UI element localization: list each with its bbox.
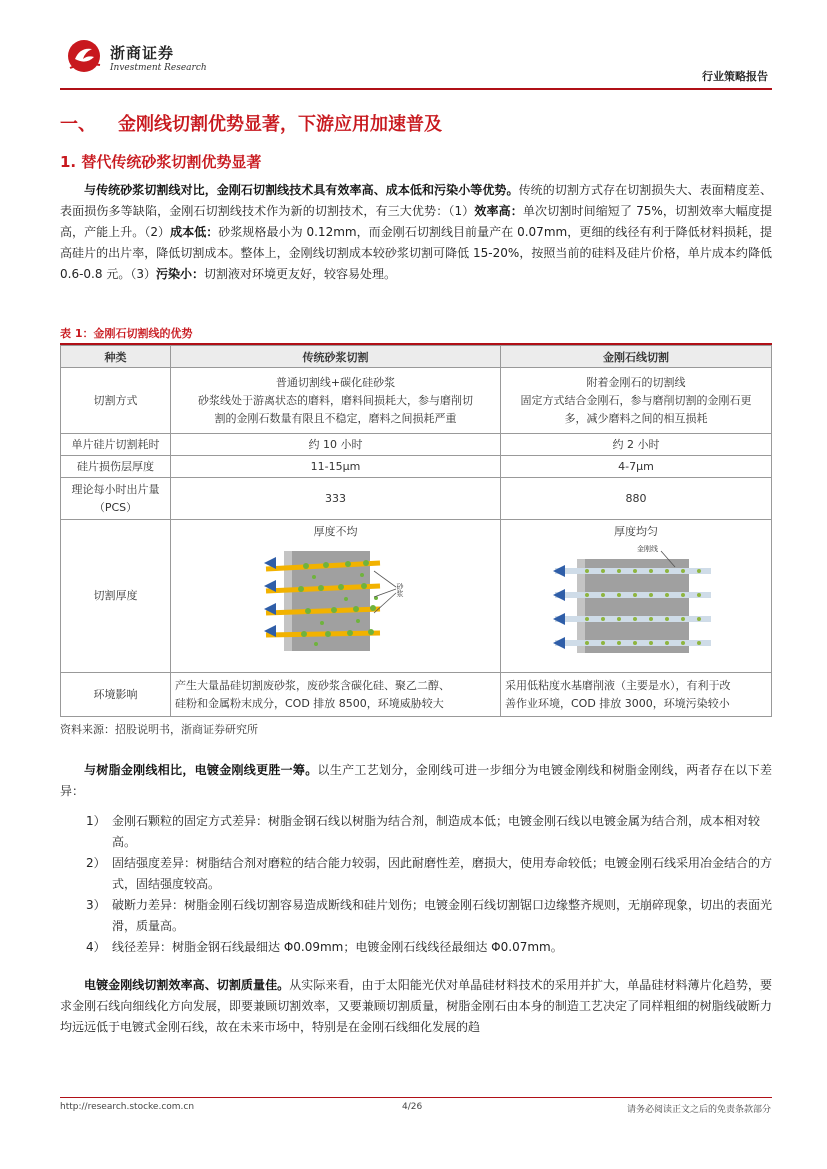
subsection-heading: 1. 替代传统砂浆切割优势显著 <box>60 153 262 171</box>
para2-text: 以生产工艺划分，金刚线可进一步细分为电镀金刚线和树脂金刚线，两者存在以下差异： <box>60 763 772 798</box>
list-item-number: 4） <box>86 940 106 954</box>
paragraph-electroplated-quality <box>60 975 772 1038</box>
paragraph-resin-vs-electroplated <box>60 760 772 802</box>
list-item-number: 1） <box>86 814 106 828</box>
para1-text-3: 砂浆规格最小为 0.12mm，而金刚石切割线目前量产在 0.07mm，更细的线径有利于降低材料损耗，提高硅片的出片率，降低切割成本。整体上，金刚线切割成本较砂浆切割可降低 15-20%，按照当前的硅料及硅片价格，单片成本约降低 0.6-0.8 元。（3） <box>60 225 772 281</box>
zheshang-logo-icon <box>66 38 102 74</box>
cell-line: 附着金刚石的切割线 <box>586 375 686 389</box>
table-cell <box>171 673 501 717</box>
row-label: 环境影响 <box>61 673 171 717</box>
cell-line: 普通切割线+碳化硅砂浆 <box>275 375 396 389</box>
list-item-number: 2） <box>86 856 106 870</box>
row-label: 硅片损伤层厚度 <box>61 456 171 478</box>
cell-line: 多，减少磨料之间的相互损耗 <box>564 411 708 425</box>
list-item-text: 破断力差异：树脂金刚石线切割容易造成断线和硅片划伤；电镀金刚石线切割锯口边缘整齐规则，无崩碎现象，切出的表面光滑，质量高。 <box>112 898 773 933</box>
table-row <box>61 478 772 520</box>
table-header-cell: 金刚石线切割 <box>501 346 772 368</box>
cell-line: 割的金刚石数量有限且不稳定，磨料之间损耗严重 <box>214 411 457 425</box>
table-header-cell: 传统砂浆切割 <box>171 346 501 368</box>
diamond-wire-cutting-diagram <box>541 541 731 659</box>
section-title: 金刚线切割优势显著，下游应用加速普及 <box>118 114 442 135</box>
row-label: 单片硅片切割耗时 <box>61 434 171 456</box>
para1-bold-cost: 成本低： <box>170 225 219 239</box>
slurry-cutting-diagram <box>246 541 426 659</box>
row-label <box>61 478 171 520</box>
table-cell: 约 10 小时 <box>171 434 501 456</box>
cell-line: 理论每小时出片量 <box>71 482 160 496</box>
report-type: 行业策略报告 <box>702 70 768 83</box>
cell-line: 采用低粘度水基磨削液（主要是水），有利于改 <box>505 678 731 692</box>
table-source: 资料来源：招股说明书，浙商证券研究所 <box>60 723 258 736</box>
para1-text-2: 单次切割时间缩短了 75%，切割效率大幅度提高，产能上升。（2） <box>60 204 772 239</box>
logo-chinese-name: 浙商证券 <box>110 44 175 62</box>
para1-text-1: 传统的切割方式存在切割损失大、表面精度差、表面损伤多等缺陷，金刚石切割线技术作为新的切割技术，有三大优势：（1） <box>60 183 772 218</box>
footer-url[interactable]: http://research.stocke.com.cn <box>60 1102 195 1112</box>
list-item <box>60 811 772 853</box>
para3-text: 从实际来看，由于太阳能光伏对单晶硅材料技术的采用并扩大，单晶硅材料薄片化趋势，要求金刚石线向细线化方向发展，即要兼顾切割效率，又要兼顾切割质量，树脂金刚石由本身的制造工艺决定了同样粗细的树脂线破断力均远远低于电镀式金刚石线，故在未来市场中，特别是在金刚石线细化发展的趋 <box>60 978 772 1034</box>
page-header <box>60 36 772 86</box>
table-cell <box>171 520 501 673</box>
paragraph-advantages <box>60 180 772 285</box>
table-row <box>61 673 772 717</box>
cell-line: 善作业环境，COD 排放 3000，环境污染较小 <box>505 696 730 710</box>
list-item <box>60 853 772 895</box>
table-row <box>61 368 772 434</box>
table-cell <box>501 368 772 434</box>
differences-list <box>60 811 772 958</box>
table-row <box>61 456 772 478</box>
section-number: 一、 <box>60 114 96 135</box>
para1-text-4: 切割液对环境更友好，较容易处理。 <box>203 267 396 281</box>
table-header-row <box>61 346 772 368</box>
header-divider <box>60 88 772 90</box>
cell-line: 厚度不均 <box>313 525 358 538</box>
cell-line: 产生大量晶硅切割废砂浆，废砂浆含碳化硅、聚乙二醇、 <box>175 678 450 692</box>
logo-english-name: Investment Research <box>110 63 207 73</box>
cell-line: 厚度均匀 <box>614 525 658 538</box>
diamond-wire-figure-label: 金刚线 <box>637 545 658 553</box>
page-number: 4/26 <box>402 1102 423 1112</box>
table-cell: 333 <box>171 478 501 520</box>
table-caption: 表 1：金刚石切割线的优势 <box>60 327 193 340</box>
list-item-number: 3） <box>86 898 106 912</box>
footer-disclaimer: 请务必阅读正文之后的免责条款部分 <box>626 1105 771 1115</box>
para1-bold-efficiency: 效率高： <box>474 204 523 218</box>
table-cell <box>171 368 501 434</box>
table-cell <box>501 520 772 673</box>
list-item-text: 线径差异：树脂金钢石线最细达 Φ0.09mm；电镀金刚石线线径最细达 Φ0.07mm。 <box>112 940 563 954</box>
cell-line: 砂浆线处于游离状态的磨料，磨料间损耗大，参与磨削切 <box>198 393 473 407</box>
slurry-figure-label: 砂浆 <box>395 583 404 597</box>
table-cell: 11-15μm <box>171 456 501 478</box>
list-item-text: 固结强度差异：树脂结合剂对磨粒的结合能力较弱，因此耐磨性差，磨损大，使用寿命较低；电镀金刚石线采用冶金结合的方式，固结强度较高。 <box>112 856 773 891</box>
table-cell: 880 <box>501 478 772 520</box>
table-row <box>61 520 772 673</box>
row-label: 切割厚度 <box>61 520 171 673</box>
list-item <box>60 895 772 937</box>
cell-line: 硅粉和金属粉末成分，COD 排放 8500，环境威胁较大 <box>175 696 444 710</box>
table-cell: 约 2 小时 <box>501 434 772 456</box>
comparison-table <box>60 345 772 717</box>
para1-bold-pollution: 污染小： <box>155 267 204 281</box>
table-cell: 4-7μm <box>501 456 772 478</box>
list-item-text: 金刚石颗粒的固定方式差异：树脂金钢石线以树脂为结合剂，制造成本低；电镀金刚石线以电镀金属为结合剂，成本相对较高。 <box>112 814 761 849</box>
para1-lead: 与传统砂浆切割线对比，金刚石切割线技术具有效率高、成本低和污染小等优势。 <box>84 183 519 197</box>
table-cell <box>501 673 772 717</box>
section-heading <box>60 110 442 136</box>
cell-line: （PCS） <box>93 500 138 514</box>
para2-lead: 与树脂金刚线相比，电镀金刚线更胜一筹。 <box>84 763 318 777</box>
row-label: 切割方式 <box>61 368 171 434</box>
footer-divider <box>60 1097 772 1098</box>
table-row <box>61 434 772 456</box>
cell-line: 固定方式结合金刚石，参与磨削切割的金刚石更 <box>520 393 752 407</box>
list-item <box>60 937 772 958</box>
para3-lead: 电镀金刚线切割效率高、切割质量佳。 <box>84 978 290 992</box>
table-header-cell: 种类 <box>61 346 171 368</box>
